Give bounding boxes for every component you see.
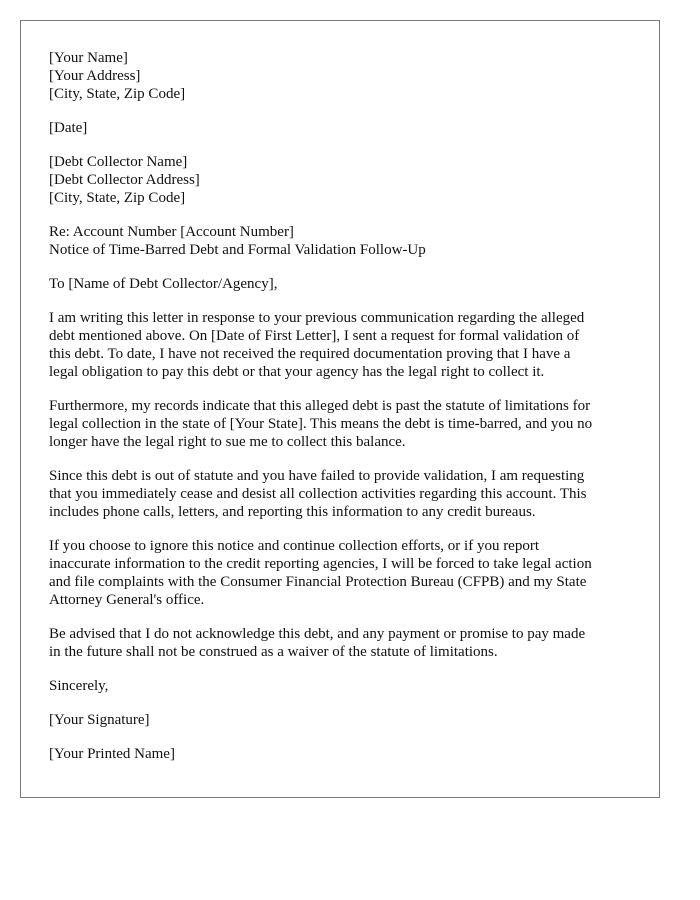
sender-address: [Your Address] bbox=[49, 68, 141, 84]
body-line: I am writing this letter in response to your previous communication regarding the alleged bbox=[49, 310, 585, 326]
signature-text: [Your Signature] bbox=[49, 712, 150, 728]
body-line: If you choose to ignore this notice and continue collection efforts, or if you report bbox=[49, 538, 540, 554]
subject-block bbox=[49, 223, 631, 259]
printed-name-text: [Your Printed Name] bbox=[49, 746, 175, 762]
body-line: legal collection in the state of [Your State]. This means the debt is time-barred, and you no bbox=[49, 416, 593, 432]
closing-block bbox=[49, 677, 631, 695]
body-line: legal obligation to pay this debt or that your agency has the legal right to collect it. bbox=[49, 364, 545, 380]
body-paragraph-4 bbox=[49, 537, 631, 609]
letter-page bbox=[20, 20, 660, 798]
body-line: this debt. To date, I have not received the required documentation proving that I have a bbox=[49, 346, 571, 362]
sender-name: [Your Name] bbox=[49, 50, 128, 66]
recipient-city-state-zip: [City, State, Zip Code] bbox=[49, 190, 186, 206]
body-line: longer have the legal right to sue me to collect this balance. bbox=[49, 434, 406, 450]
body-paragraph-1 bbox=[49, 309, 631, 381]
closing-text: Sincerely, bbox=[49, 678, 109, 694]
body-line: and file complaints with the Consumer Financial Protection Bureau (CFPB) and my State bbox=[49, 574, 587, 590]
recipient-name: [Debt Collector Name] bbox=[49, 154, 188, 170]
body-line: Furthermore, my records indicate that this alleged debt is past the statute of limitations for bbox=[49, 398, 591, 414]
body-line: in the future shall not be construed as a waiver of the statute of limitations. bbox=[49, 644, 498, 660]
letter-date: [Date] bbox=[49, 120, 88, 136]
body-line: inaccurate information to the credit reporting agencies, I will be forced to take legal action bbox=[49, 556, 592, 572]
subject-notice-line: Notice of Time-Barred Debt and Formal Validation Follow-Up bbox=[49, 242, 426, 258]
recipient-address: [Debt Collector Address] bbox=[49, 172, 200, 188]
body-line: debt mentioned above. On [Date of First Letter], I sent a request for formal validation of bbox=[49, 328, 580, 344]
subject-account-line: Re: Account Number [Account Number] bbox=[49, 224, 294, 240]
sender-city-state-zip: [City, State, Zip Code] bbox=[49, 86, 186, 102]
body-paragraph-5 bbox=[49, 625, 631, 661]
body-paragraph-2 bbox=[49, 397, 631, 451]
body-line: includes phone calls, letters, and reporting this information to any credit bureaus. bbox=[49, 504, 536, 520]
body-line: Attorney General's office. bbox=[49, 592, 205, 608]
body-line: Be advised that I do not acknowledge this debt, and any payment or promise to pay made bbox=[49, 626, 586, 642]
body-line: that you immediately cease and desist all collection activities regarding this account. This bbox=[49, 486, 587, 502]
body-paragraph-3 bbox=[49, 467, 631, 521]
body-line: Since this debt is out of statute and you have failed to provide validation, I am requesting bbox=[49, 468, 585, 484]
salutation-text: To [Name of Debt Collector/Agency], bbox=[49, 276, 278, 292]
signature-block bbox=[49, 711, 631, 729]
printed-name-block bbox=[49, 745, 631, 763]
sender-block bbox=[49, 49, 631, 103]
salutation bbox=[49, 275, 631, 293]
date-block bbox=[49, 119, 631, 137]
recipient-block bbox=[49, 153, 631, 207]
